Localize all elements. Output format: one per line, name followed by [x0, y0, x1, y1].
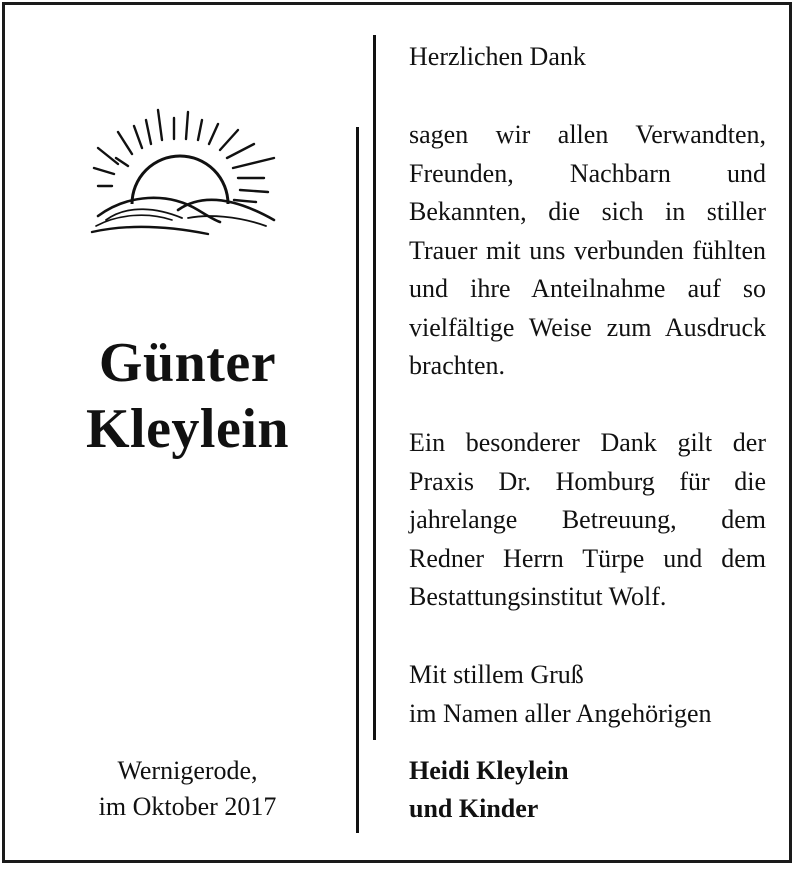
sun-over-hills-icon — [88, 108, 288, 238]
divider-line-right — [373, 35, 376, 740]
closing — [409, 656, 766, 733]
first-name: Günter — [98, 332, 277, 394]
thanks-heading: Herzlichen Dank — [409, 42, 586, 71]
thanks-paragraph-1: sagen wir allen Verwandten, Freunden, Nachbarn und Bekannten, die sich in stiller Trauer mit uns verbunden fühlten und ihre Anteilnahme auf so vielfältige Weise zum Ausdruck brachten. — [409, 120, 766, 380]
date: im Oktober 2017 — [98, 792, 277, 821]
signature-name: Heidi Kleylein — [409, 756, 569, 785]
signature — [409, 752, 766, 828]
signature-family: und Kinder — [409, 794, 539, 823]
last-name: Kleylein — [85, 398, 290, 460]
thanks-paragraph-2: Ein besonderer Dank gilt der Praxis Dr. Homburg für die jahrelange Betreuung, dem Redner Herrn Türpe und dem Bestattungsinstitut Wolf. — [409, 428, 766, 611]
closing-greeting: Mit stillem Gruß — [409, 660, 584, 689]
place-date — [30, 753, 345, 825]
deceased-name — [30, 330, 345, 462]
place: Wernigerode, — [117, 756, 258, 785]
closing-on-behalf: im Namen aller Angehörigen — [409, 698, 712, 728]
divider-line-left — [356, 127, 359, 833]
